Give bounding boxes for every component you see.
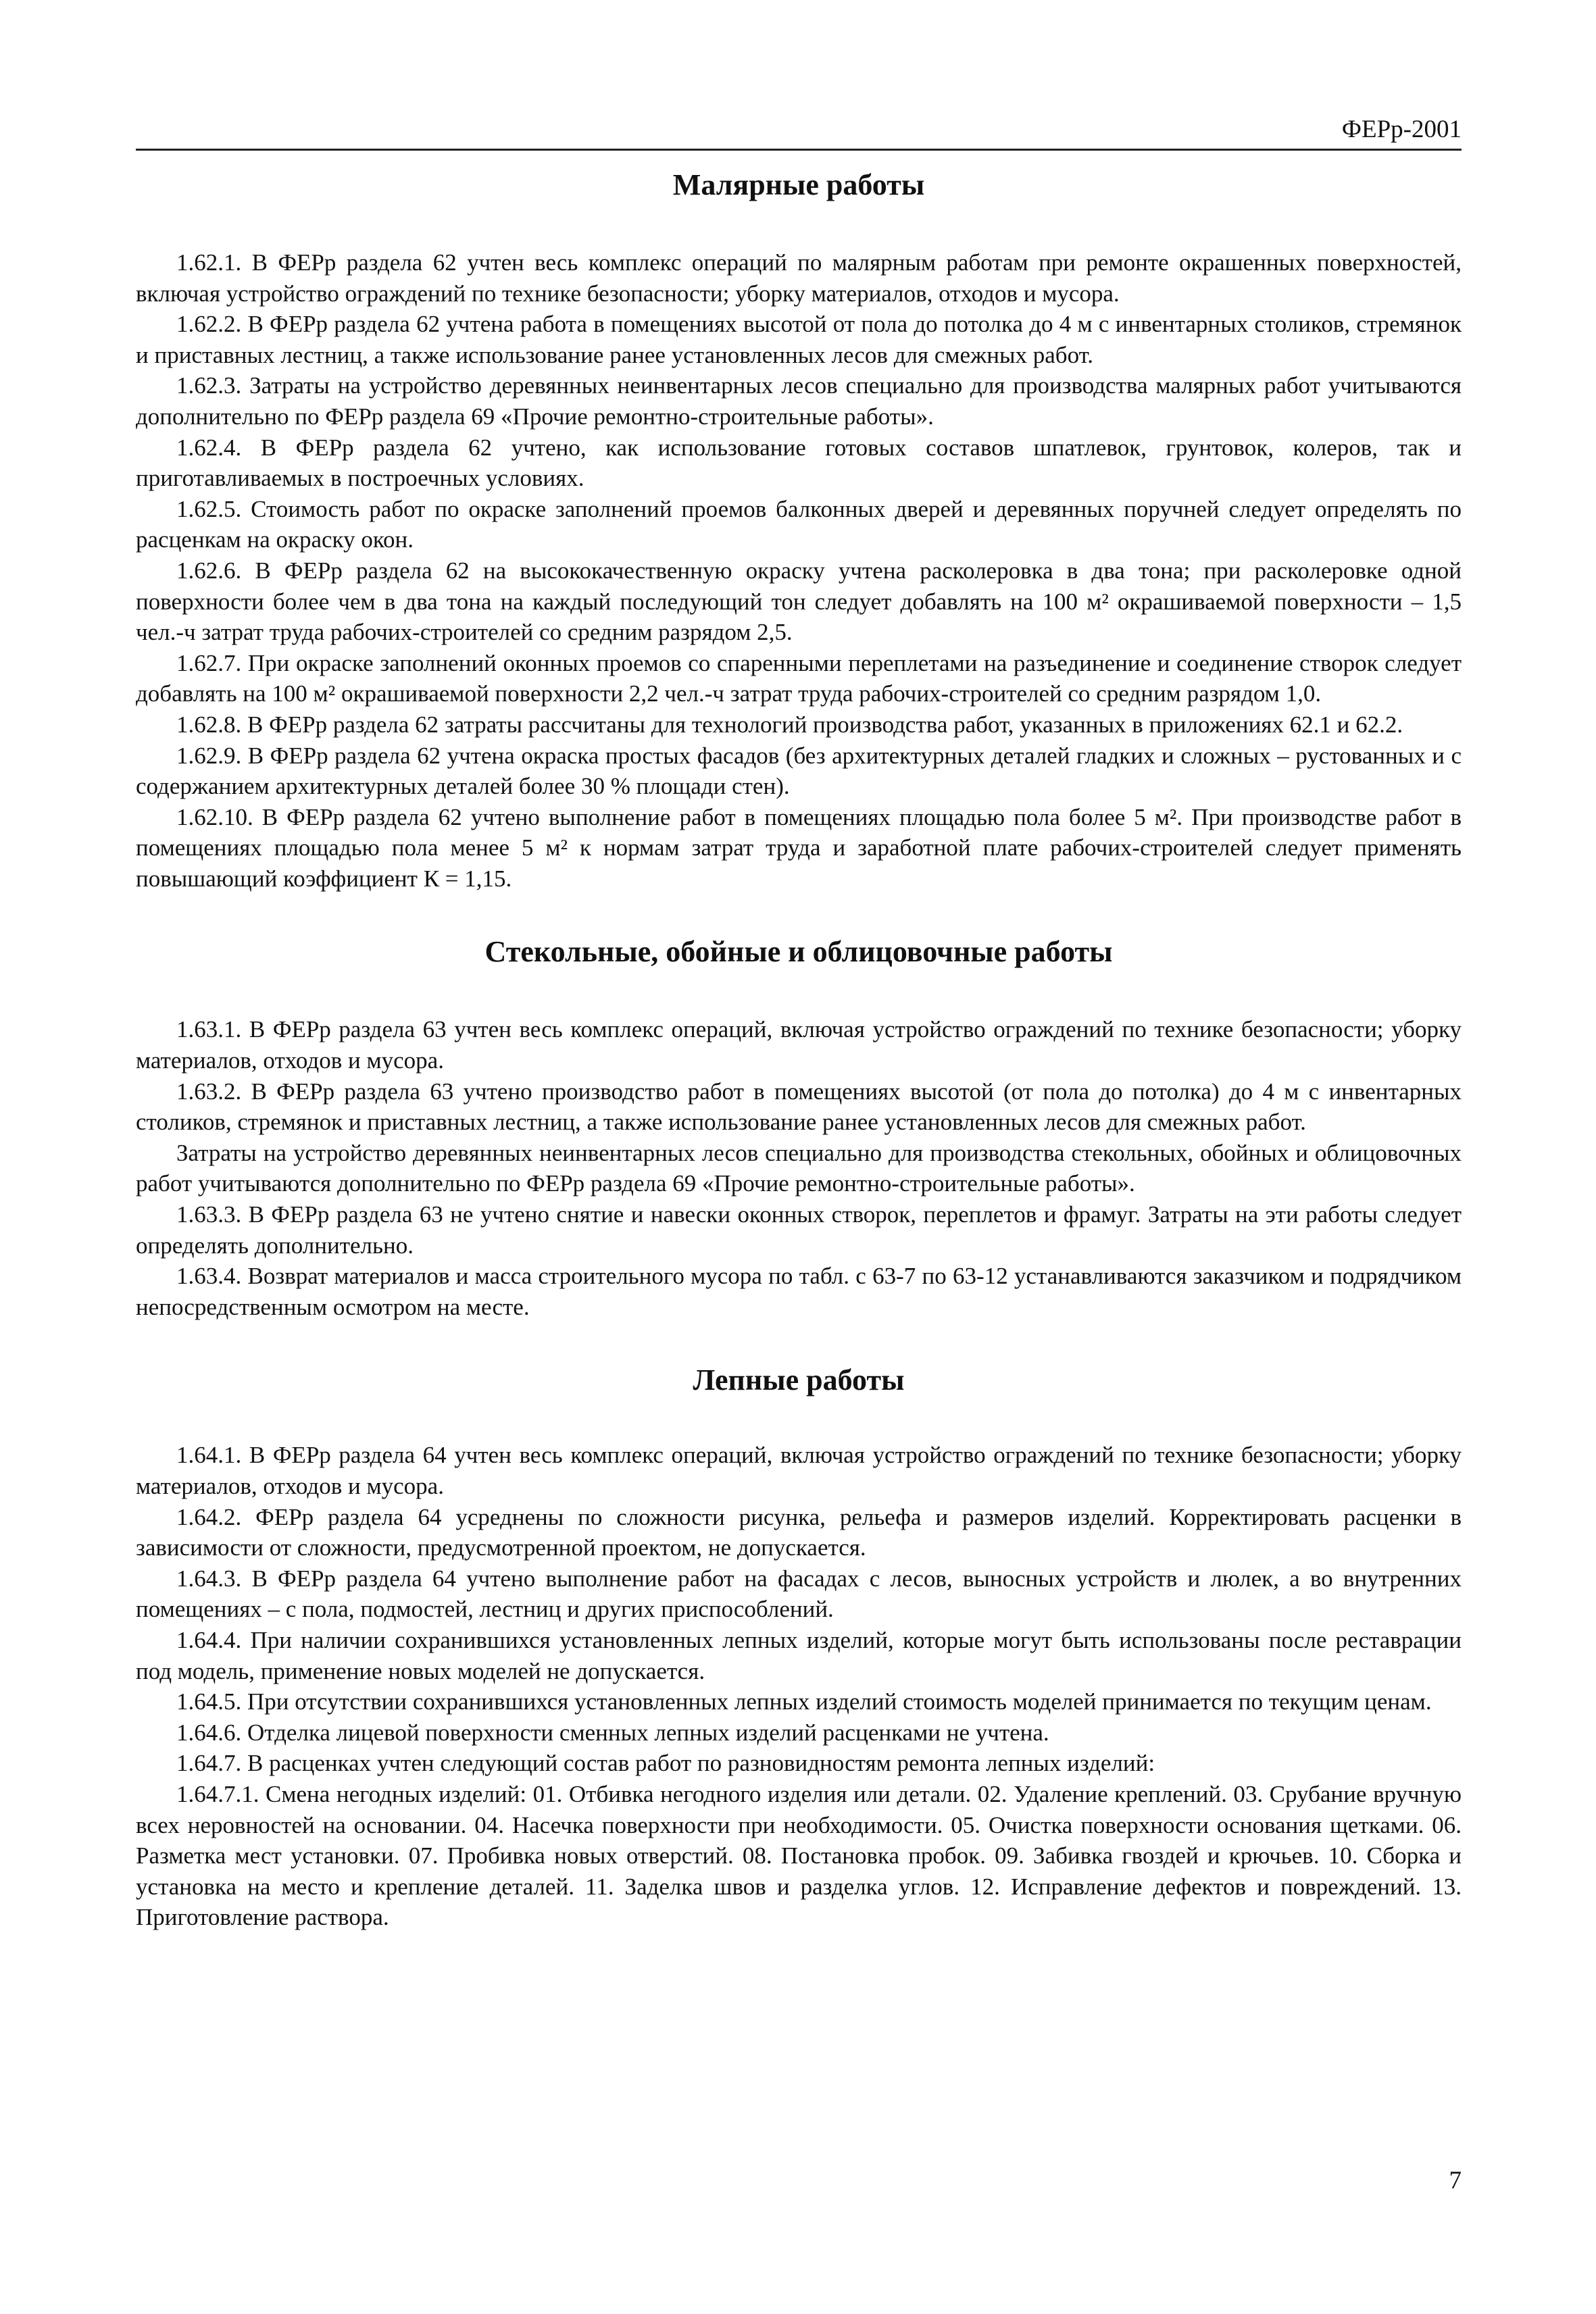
paragraph-1-62-1: 1.62.1. В ФЕРр раздела 62 учтен весь комплекс операций по малярным работам при ремонте окрашенных поверхностей, включая устройство ограждений по технике безопасности; уборку материалов, отходов и мусора. xyxy=(136,249,1462,307)
paragraph-1-63-2: 1.63.2. В ФЕРр раздела 63 учтено производство работ в помещениях высотой (от пола до потолка) до 4 м с инвентарных столиков, стремянок и приставных лестниц, а также использование ранее установленных лесов для смежных работ. xyxy=(136,1078,1462,1136)
section-title: Малярные работы xyxy=(672,168,925,201)
paragraph-1-64-7: 1.64.7. В расценках учтен следующий состав работ по разновидностям ремонта лепных изделий: xyxy=(176,1750,1155,1777)
paragraph-1-63-4: 1.63.4. Возврат материалов и масса строительного мусора по табл. с 63-7 по 63-12 устанавливаются заказчиком и подрядчиком непосредственным осмотром на месте. xyxy=(136,1263,1462,1320)
paragraph-1-63-3: 1.63.3. В ФЕРр раздела 63 не учтено снятие и навески оконных створок, переплетов и фрамуг. Затраты на эти работы следует определять дополнительно. xyxy=(136,1201,1462,1259)
page-content xyxy=(136,166,1462,1933)
paragraph-1-62-6: 1.62.6. В ФЕРр раздела 62 на высококачественную окраску учтена расколеровка в два тона; при расколеровке одной поверхности более чем в два тона на каждый последующий тон следует добавлять на 100 м² окрашиваемой поверхности – 1,5 чел.-ч затрат труда рабочих-строителей со средним разрядом 2,5. xyxy=(136,557,1462,646)
section-title: Лепные работы xyxy=(693,1363,905,1397)
paragraph-1-64-1: 1.64.1. В ФЕРр раздела 64 учтен весь комплекс операций, включая устройство ограждений по технике безопасности; уборку материалов, отходов и мусора. xyxy=(136,1442,1462,1499)
paragraph-1-63-1: 1.63.1. В ФЕРр раздела 63 учтен весь комплекс операций, включая устройство ограждений по технике безопасности; уборку материалов, отходов и мусора. xyxy=(136,1016,1462,1074)
section-glass-wallpaper-facing-works xyxy=(136,933,1462,1322)
section-title: Стекольные, обойные и облицовочные работы xyxy=(484,935,1113,969)
paragraph-1-64-7-1: 1.64.7.1. Смена негодных изделий: 01. Отбивка негодного изделия или детали. 02. Удаление креплений. 03. Срубание вручную всех неровностей на основании. 04. Насечка поверхности при необходимости. 05. Очистка поверхности основания щетками. 06. Разметка мест установки. 07. Пробивка новых отверстий. 08. Постановка пробок. 09. Забивка гвоздей и крючьев. 10. Сборка и установка на место и крепление деталей. 11. Заделка швов и разделка углов. 12. Исправление дефектов и повреждений. 13. Приготовление раствора. xyxy=(136,1780,1462,1931)
paragraph-1-64-4: 1.64.4. При наличии сохранившихся установленных лепных изделий, которые могут быть использованы после реставрации под модель, применение новых моделей не допускается. xyxy=(136,1626,1462,1684)
document-code: ФЕРр-2001 xyxy=(1341,116,1462,143)
header-rule xyxy=(136,149,1462,151)
paragraph-1-62-4: 1.62.4. В ФЕРр раздела 62 учтено, как использование готовых составов шпатлевок, грунтовок, колеров, так и приготавливаемых в построечных условиях. xyxy=(136,434,1462,492)
paragraph-1-64-3: 1.64.3. В ФЕРр раздела 64 учтено выполнение работ на фасадах с лесов, выносных устройств и люлек, а во внутренних помещениях – с пола, подмостей, лестниц и других приспособлений. xyxy=(136,1565,1462,1623)
section-painting-works xyxy=(136,166,1462,894)
paragraph-1-62-2: 1.62.2. В ФЕРр раздела 62 учтена работа в помещениях высотой от пола до потолка до 4 м с инвентарных столиков, стремянок и приставных лестниц, а также использование ранее установленных лесов для смежных работ. xyxy=(136,311,1462,368)
paragraph-1-63-2-scaffolding: Затраты на устройство деревянных неинвентарных лесов специально для производства стекольных, обойных и облицовочных работ учитываются дополнительно по ФЕРр раздела 69 «Прочие ремонтно-строительные работы». xyxy=(136,1139,1462,1197)
paragraph-1-64-5: 1.64.5. При отсутствии сохранившихся установленных лепных изделий стоимость моделей принимается по текущим ценам. xyxy=(176,1688,1432,1715)
paragraph-1-62-3: 1.62.3. Затраты на устройство деревянных неинвентарных лесов специально для производства малярных работ учитываются дополнительно по ФЕРр раздела 69 «Прочие ремонтно-строительные работы». xyxy=(136,372,1462,430)
paragraph-1-64-2: 1.64.2. ФЕРр раздела 64 усреднены по сложности рисунка, рельефа и размеров изделий. Корректировать расценки в зависимости от сложности, предусмотренной проектом, не допускается. xyxy=(136,1503,1462,1561)
page-number: 7 xyxy=(1449,2167,1462,2194)
paragraph-1-62-8: 1.62.8. В ФЕРр раздела 62 затраты рассчитаны для технологий производства работ, указанных в приложениях 62.1 и 62.2. xyxy=(176,711,1403,738)
paragraph-1-62-7: 1.62.7. При окраске заполнений оконных проемов со спаренными переплетами на разъединение и соединение створок следует добавлять на 100 м² окрашиваемой поверхности 2,2 чел.-ч затрат труда рабочих-строителей со средним разрядом 1,0. xyxy=(136,649,1462,707)
paragraph-1-62-9: 1.62.9. В ФЕРр раздела 62 учтена окраска простых фасадов (без архитектурных деталей гладких и сложных – рустованных и с содержанием архитектурных деталей более 30 % площади стен). xyxy=(136,742,1462,800)
paragraph-1-62-10: 1.62.10. В ФЕРр раздела 62 учтено выполнение работ в помещениях площадью пола более 5 м². При производстве работ в помещениях площадью пола менее 5 м² к нормам затрат труда и заработной плате рабочих-строителей следует применять повышающий коэффициент К = 1,15. xyxy=(136,803,1462,892)
paragraph-1-64-6: 1.64.6. Отделка лицевой поверхности сменных лепных изделий расценками не учтена. xyxy=(176,1719,1049,1746)
paragraph-1-62-5: 1.62.5. Стоимость работ по окраске заполнений проемов балконных дверей и деревянных поручней следует определять по расценкам на окраску окон. xyxy=(136,495,1462,553)
section-stucco-works xyxy=(136,1361,1462,1933)
